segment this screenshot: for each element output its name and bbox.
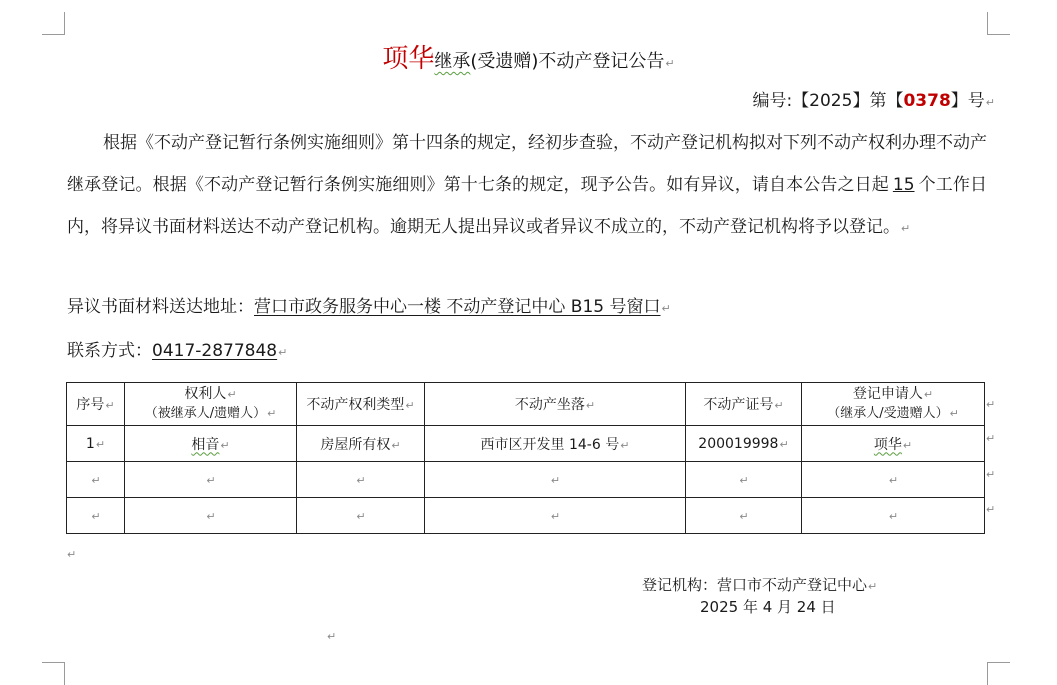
contact-label: 联系方式： [67, 341, 152, 361]
paragraph-mark: ↵ [868, 580, 878, 593]
cell-seq: ↵ [67, 462, 125, 498]
header-applicant [802, 383, 985, 426]
title-wavy-part: 继承 [434, 51, 471, 72]
objection-address [67, 292, 671, 317]
crop-mark-bottom-right [987, 662, 1010, 685]
table-header-row [67, 383, 985, 426]
table-row [67, 462, 985, 498]
cell-location: ↵ [425, 498, 686, 534]
body-part-1: 根据《不动产登记暂行条例实施细则》第十四条的规定，经初步查验，不动产登记机构拟对下列不动产权利办理不动产继承登记。根据《不动产登记暂行条例实施细则》第十七条的规定，现予公告。如有异议，请自本公告之日起 [67, 133, 987, 195]
paragraph-mark: ↵ [985, 96, 995, 109]
paragraph-mark: ↵ [327, 630, 337, 643]
row-end-mark: ↵ [986, 432, 996, 445]
row-end-mark: ↵ [986, 468, 996, 481]
cell-right-type: 房屋所有权↵ [297, 426, 425, 462]
row-end-mark: ↵ [986, 398, 996, 411]
crop-mark-bottom-left [42, 662, 65, 685]
cell-holder: 相音↵ [125, 426, 297, 462]
footer-org: 登记机构：营口市不动产登记中心 [642, 576, 868, 594]
paragraph-mark: ↵ [665, 57, 675, 70]
announcement-date [700, 596, 836, 617]
header-location: 不动产坐落↵ [425, 383, 686, 426]
title-text: (受遗赠)不动产登记公告 [470, 51, 665, 72]
paragraph-mark: ↵ [278, 346, 288, 359]
cell-location: ↵ [425, 462, 686, 498]
header-cert-no: 不动产证号↵ [686, 383, 802, 426]
cell-seq: 1↵ [67, 426, 125, 462]
doc-number-prefix: 编号:【2025】第【 [752, 91, 904, 111]
cell-right-type: ↵ [297, 462, 425, 498]
table-row [67, 426, 985, 462]
address-value: 营口市政务服务中心一楼 不动产登记中心 B15 号窗口 [254, 297, 661, 317]
doc-number-value: 0378 [903, 91, 951, 111]
paragraph-mark: ↵ [901, 222, 911, 235]
registration-org [642, 574, 877, 595]
crop-mark-top-right [987, 12, 1010, 35]
registration-table [66, 382, 985, 534]
footer-date: 2025 年 4 月 24 日 [700, 598, 836, 616]
title-name: 项华 [382, 44, 435, 74]
cell-cert-no: ↵ [686, 498, 802, 534]
crop-mark-top-left [42, 12, 65, 35]
body-part-2: 个工作日内，将异议书面材料送达不动产登记机构。逾期无人提出异议或者异议不成立的，不动产登记机构将予以登记。 [67, 175, 988, 237]
cell-cert-no: ↵ [686, 462, 802, 498]
header-applicant-line2: （继承人/受遗赠人）↵ [827, 406, 959, 421]
paragraph-mark: ↵ [661, 302, 671, 315]
address-label: 异议书面材料送达地址： [67, 297, 254, 317]
cell-cert-no: 200019998↵ [686, 426, 802, 462]
contact-info [67, 336, 287, 361]
cell-location: 西市区开发里 14-6 号↵ [425, 426, 686, 462]
cell-holder: ↵ [125, 498, 297, 534]
header-applicant-line1: 登记申请人↵ [852, 386, 934, 402]
header-right-type: 不动产权利类型↵ [297, 383, 425, 426]
header-seq: 序号↵ [67, 383, 125, 426]
table-row [67, 498, 985, 534]
cell-holder: ↵ [125, 462, 297, 498]
cell-applicant: 项华↵ [802, 426, 985, 462]
paragraph-mark: ↵ [67, 548, 77, 561]
cell-applicant: ↵ [802, 498, 985, 534]
doc-number-suffix: 】号 [950, 91, 985, 111]
contact-value: 0417-2877848 [152, 341, 278, 361]
cell-right-type: ↵ [297, 498, 425, 534]
header-holder-line2: （被继承人/遗赠人）↵ [144, 406, 277, 421]
header-holder [125, 383, 297, 426]
working-days-value: 15 [892, 175, 915, 195]
row-end-mark: ↵ [986, 503, 996, 516]
document-title [0, 38, 1057, 75]
document-number [752, 86, 995, 111]
cell-seq: ↵ [67, 498, 125, 534]
cell-applicant: ↵ [802, 462, 985, 498]
announcement-body [67, 122, 987, 250]
header-holder-line1: 权利人↵ [184, 386, 237, 402]
